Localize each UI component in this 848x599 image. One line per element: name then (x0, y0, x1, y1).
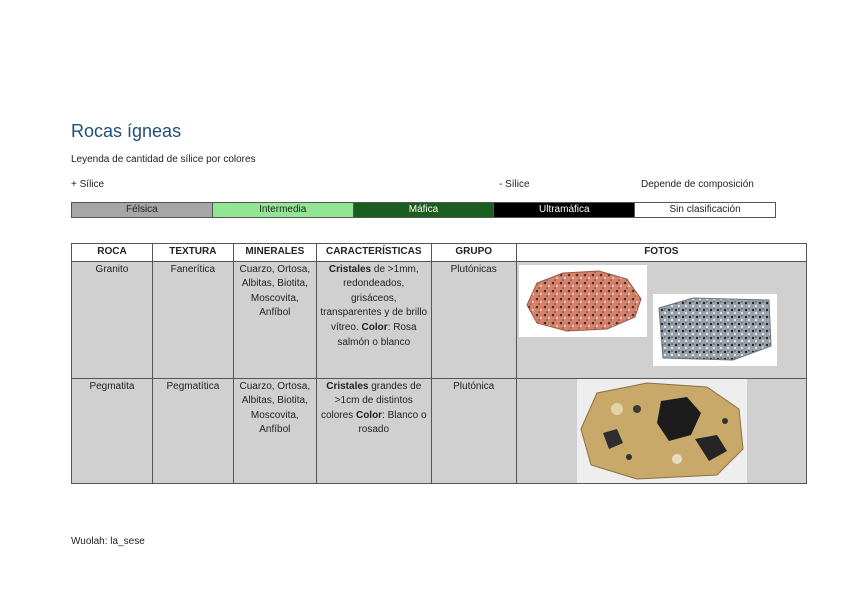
cristales-text: de >1mm, redondeados, grisáceos, transparentes y de brillo vítreo. (320, 263, 428, 333)
cell-caracteristicas (316, 378, 431, 483)
silica-legend (71, 202, 776, 218)
rocks-table (71, 243, 807, 484)
legend-subtitle: Leyenda de cantidad de sílice por colores (71, 154, 256, 165)
scale-more-silica: + Sílice (71, 179, 105, 190)
cell-roca: Granito (72, 261, 153, 378)
color-label: Color (355, 409, 383, 421)
scale-depends: Depende de composición (641, 179, 754, 190)
page-title: Rocas ígneas (71, 121, 182, 141)
cell-minerales: Cuarzo, Ortosa, Albitas, Biotita, Moscovita, Anfíbol (233, 378, 316, 483)
granite-pink-photo (519, 265, 647, 337)
color-text: : Rosa salmón o blanco (337, 321, 417, 348)
cristales-label: Cristales (326, 380, 369, 392)
cell-grupo: Plutónica (431, 378, 516, 483)
cristales-text: grandes de >1cm de distintos colores (320, 380, 422, 421)
header-grupo: GRUPO (431, 244, 516, 262)
cell-grupo: Plutónicas (431, 261, 516, 378)
granite-gray-photo (653, 294, 777, 366)
legend-ultramafica: Ultramáfica (494, 203, 635, 217)
header-fotos: FOTOS (516, 244, 806, 262)
header-caracteristicas: CARACTERÍSTICAS (316, 244, 431, 262)
cell-minerales: Cuarzo, Ortosa, Albitas, Biotita, Moscovita, Anfíbol (233, 261, 316, 378)
cell-textura: Fanerítica (152, 261, 233, 378)
cell-textura: Pegmatítica (152, 378, 233, 483)
table-row (72, 261, 807, 378)
header-minerales: MINERALES (233, 244, 316, 262)
color-label: Color (361, 321, 388, 333)
cell-caracteristicas (316, 261, 431, 378)
legend-mafica: Máfica (354, 203, 495, 217)
scale-less-silica: - Sílice (499, 179, 530, 190)
cristales-label: Cristales (328, 263, 372, 275)
table-header-row (72, 244, 807, 262)
color-text: : Blanco o rosado (358, 409, 427, 436)
pegmatite-photo (577, 379, 747, 483)
footer-credit: Wuolah: la_sese (71, 536, 145, 547)
legend-intermedia: Intermedia (213, 203, 354, 217)
cell-fotos (516, 261, 806, 378)
header-roca: ROCA (72, 244, 153, 262)
cell-roca: Pegmatita (72, 378, 153, 483)
legend-sin-clasificacion: Sin clasificación (635, 203, 775, 217)
legend-felsica: Félsica (72, 203, 213, 217)
cell-fotos (516, 378, 806, 483)
table-row (72, 378, 807, 483)
header-textura: TEXTURA (152, 244, 233, 262)
